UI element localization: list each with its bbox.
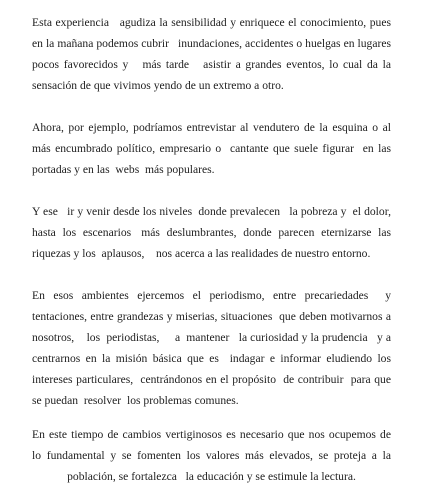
paragraph-line: Y ese ir y venir desde los niveles donde prevalecen la pobreza y el dolor, (32, 205, 391, 218)
paragraph-line: lo fundamental y se fomenten los valores más elevados, se proteja a la (32, 449, 391, 462)
paragraph-line: portadas y en las webs más populares. (32, 163, 215, 176)
paragraph-line: hasta los escenarios más deslumbrantes, donde parecen eternizarse las (32, 226, 391, 239)
paragraph-ambientes (32, 285, 391, 411)
paragraph-line: Ahora, por ejemplo, podríamos entrevistar al vendutero de la esquina o al (32, 121, 391, 134)
paragraph-line: En este tiempo de cambios vertiginosos es necesario que nos ocupemos de (32, 428, 391, 441)
paragraph-line: sensación de que vivimos yendo de un extremo a otro. (32, 79, 284, 92)
paragraph-ir-y-venir (32, 201, 391, 264)
paragraph-line: intereses particulares, centrándonos en el propósito de contribuir para que (32, 373, 391, 386)
paragraph-cambios (32, 424, 391, 487)
paragraph-line: En esos ambientes ejercemos el periodismo, entre precariedades y (32, 289, 391, 302)
paragraph-line: más encumbrado político, empresario o cantante que suele figurar en las (32, 142, 391, 155)
paragraph-line: en la mañana podemos cubrir inundaciones, accidentes o huelgas en lugares (32, 37, 391, 50)
paragraph-line: Esta experiencia agudiza la sensibilidad y enriquece el conocimiento, pues (32, 16, 391, 29)
paragraph-ahora (32, 117, 391, 180)
paragraph-line: población, se fortalezca la educación y se estimule la lectura. (67, 470, 356, 483)
paragraph-line: tentaciones, entre grandezas y miserias, situaciones que deben motivarnos a (32, 310, 391, 323)
paragraph-line: pocos favorecidos y más tarde asistir a grandes eventos, lo cual da la (32, 58, 391, 71)
paragraph-line: centrarnos en la misión básica que es indagar e informar eludiendo los (32, 352, 391, 365)
paragraph-line: se puedan resolver los problemas comunes. (32, 394, 239, 407)
paragraph-line: nosotros, los periodistas, a mantener la curiosidad y la prudencia y a (32, 331, 391, 344)
paragraph-line: riquezas y los aplausos, nos acerca a las realidades de nuestro entorno. (32, 247, 371, 260)
paragraph-experiencia (32, 12, 391, 96)
